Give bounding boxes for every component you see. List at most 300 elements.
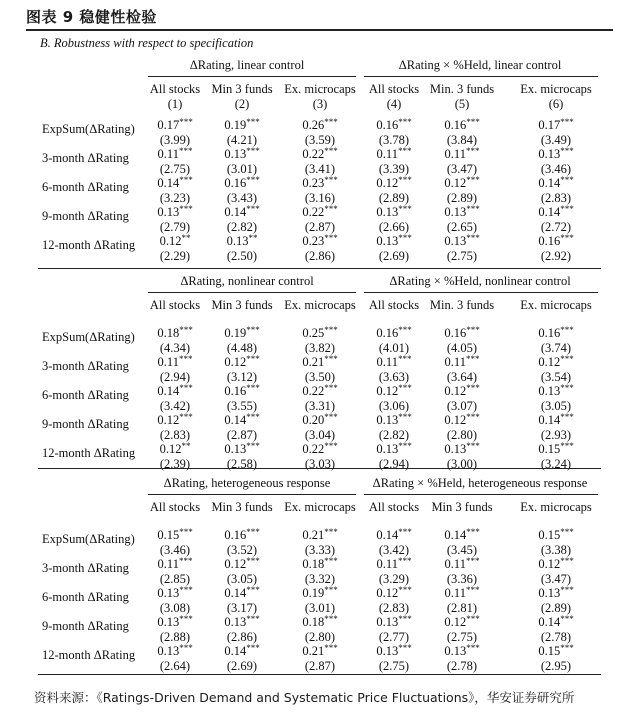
coefficient	[280, 384, 360, 399]
table-cell	[422, 326, 502, 356]
coefficient-value: 0.15	[538, 644, 561, 658]
table-cell	[422, 205, 502, 235]
significance-stars: ***	[324, 383, 338, 393]
t-statistic: (3.63)	[378, 370, 410, 384]
t-statistic: (3.52)	[226, 543, 258, 557]
significance-stars: ***	[324, 556, 338, 566]
significance-stars: ***	[465, 556, 480, 566]
left-group-header: ΔRating, linear control	[189, 58, 305, 72]
coefficient-value: 0.14	[538, 413, 561, 427]
significance-stars: ***	[398, 527, 412, 537]
significance-stars: ***	[246, 146, 260, 156]
t-statistic: (2.89)	[446, 191, 478, 205]
coefficient-value: 0.13	[376, 442, 399, 456]
table-cell	[516, 586, 596, 616]
coefficient	[516, 528, 596, 543]
column-name: Ex. microcaps	[284, 500, 356, 514]
table-cell	[280, 355, 360, 385]
t-statistic: (2.82)	[226, 220, 258, 234]
column-name: Ex. microcaps	[520, 500, 592, 514]
t-statistic: (3.54)	[540, 370, 572, 384]
table-cell	[202, 176, 282, 206]
coefficient-value: 0.11	[444, 147, 466, 161]
coefficient	[202, 442, 282, 457]
table-cell	[516, 557, 596, 587]
table-cell	[280, 234, 360, 264]
row-label: 9-month ΔRating	[42, 209, 129, 223]
t-statistic: (3.41)	[304, 162, 336, 176]
t-statistic: (4.05)	[446, 341, 478, 355]
significance-stars: ***	[560, 527, 574, 537]
coefficient	[422, 557, 502, 572]
row-label: 12-month ΔRating	[42, 446, 136, 460]
significance-stars: ***	[246, 412, 260, 422]
table-cell	[280, 615, 360, 645]
column-name: Min 3 funds	[211, 82, 273, 96]
t-statistic: (2.83)	[378, 601, 410, 615]
row-label: 3-month ΔRating	[42, 561, 129, 575]
table-cell	[422, 147, 502, 177]
significance-stars: ***	[324, 441, 338, 451]
significance-stars: ***	[560, 556, 574, 566]
coefficient-value: 0.17	[157, 118, 180, 132]
coefficient-value: 0.14	[538, 176, 561, 190]
column-name: All stocks	[149, 82, 201, 96]
t-statistic: (2.93)	[540, 428, 572, 442]
t-statistic: (2.78)	[540, 630, 572, 644]
t-statistic: (2.72)	[540, 220, 572, 234]
coefficient-value: 0.12	[538, 557, 561, 571]
column-number: (2)	[234, 97, 250, 111]
row-label: 3-month ΔRating	[42, 359, 129, 373]
t-statistic: (2.83)	[159, 428, 191, 442]
table-cell	[280, 413, 360, 443]
table-cell	[280, 118, 360, 148]
coefficient-value: 0.22	[302, 384, 325, 398]
significance-stars: ***	[179, 614, 193, 624]
coefficient-value: 0.11	[376, 147, 398, 161]
significance-stars: ***	[560, 643, 574, 653]
coefficient-value: 0.14	[157, 176, 180, 190]
table-cell	[516, 528, 596, 558]
right-group-rule	[364, 292, 598, 293]
t-statistic: (2.69)	[226, 659, 258, 673]
coefficient-value: 0.22	[302, 205, 325, 219]
significance-stars: ***	[466, 441, 480, 451]
significance-stars: ***	[324, 325, 338, 335]
coefficient-value: 0.22	[302, 147, 325, 161]
coefficient-value: 0.16	[538, 326, 561, 340]
right-group-header: ΔRating × %Held, linear control	[398, 58, 562, 72]
table-cell	[202, 586, 282, 616]
t-statistic: (3.04)	[304, 428, 336, 442]
significance-stars: ***	[179, 643, 193, 653]
coefficient	[202, 326, 282, 341]
significance-stars: ***	[397, 146, 412, 156]
t-statistic: (3.24)	[540, 457, 572, 471]
table-cell	[516, 384, 596, 414]
t-statistic: (2.69)	[378, 249, 410, 263]
t-statistic: (3.59)	[304, 133, 336, 147]
panel-2	[38, 270, 601, 480]
t-statistic: (2.86)	[304, 249, 336, 263]
row-label: ExpSum(ΔRating)	[42, 122, 135, 136]
column-header	[417, 82, 507, 112]
coefficient-value: 0.13	[376, 413, 399, 427]
significance-stars: ***	[398, 383, 412, 393]
coefficient-value: 0.17	[538, 118, 561, 132]
t-statistic: (4.34)	[159, 341, 191, 355]
significance-stars: ***	[246, 527, 260, 537]
coefficient	[202, 586, 282, 601]
table-cell	[280, 586, 360, 616]
significance-stars: ***	[179, 175, 193, 185]
table-cell	[280, 205, 360, 235]
coefficient	[202, 557, 282, 572]
row-label: ExpSum(ΔRating)	[42, 532, 135, 546]
coefficient-value: 0.14	[224, 644, 247, 658]
significance-stars: ***	[324, 117, 338, 127]
column-header	[197, 82, 287, 112]
t-statistic: (2.75)	[159, 162, 191, 176]
table-cell	[422, 615, 502, 645]
coefficient-value: 0.11	[157, 147, 179, 161]
coefficient-value: 0.11	[157, 355, 179, 369]
column-name: Min. 3 funds	[429, 82, 495, 96]
coefficient-value: 0.21	[302, 644, 325, 658]
significance-stars: ***	[465, 585, 480, 595]
coefficient	[422, 147, 502, 162]
coefficient-value: 0.13	[224, 615, 247, 629]
significance-stars: ***	[398, 643, 412, 653]
significance-stars: ***	[397, 354, 412, 364]
column-number: (1)	[167, 97, 183, 111]
t-statistic: (2.87)	[226, 428, 258, 442]
t-statistic: (2.58)	[226, 457, 258, 471]
t-statistic: (3.49)	[540, 133, 572, 147]
t-statistic: (3.47)	[446, 162, 478, 176]
column-header	[511, 500, 601, 515]
column-name: Ex. microcaps	[284, 298, 356, 312]
coefficient	[422, 528, 502, 543]
coefficient-value: 0.13	[157, 205, 180, 219]
significance-stars: **	[181, 233, 191, 243]
row-label: 6-month ΔRating	[42, 590, 129, 604]
significance-stars: ***	[398, 117, 412, 127]
t-statistic: (3.08)	[159, 601, 191, 615]
coefficient	[516, 557, 596, 572]
significance-stars: ***	[179, 383, 193, 393]
t-statistic: (2.39)	[159, 457, 191, 471]
coefficient-value: 0.12	[376, 176, 399, 190]
t-statistic: (3.03)	[304, 457, 336, 471]
t-statistic: (2.65)	[446, 220, 478, 234]
table-cell	[202, 326, 282, 356]
significance-stars: ***	[560, 585, 574, 595]
t-statistic: (2.86)	[226, 630, 258, 644]
coefficient-value: 0.16	[538, 234, 561, 248]
significance-stars: ***	[560, 383, 574, 393]
coefficient-value: 0.16	[224, 384, 247, 398]
significance-stars: ***	[398, 175, 412, 185]
column-number: (5)	[454, 97, 470, 111]
coefficient-value: 0.16	[376, 118, 399, 132]
column-number: (4)	[386, 97, 402, 111]
t-statistic: (2.85)	[159, 572, 191, 586]
coefficient	[202, 176, 282, 191]
source-note: 资料来源：《Ratings-Driven Demand and Systematic Price Fluctuations》，华安证券研究所	[34, 690, 575, 705]
significance-stars: ***	[178, 146, 193, 156]
t-statistic: (3.50)	[304, 370, 336, 384]
table-cell	[516, 413, 596, 443]
coefficient-value: 0.13	[224, 442, 247, 456]
t-statistic: (2.80)	[446, 428, 478, 442]
coefficient-value: 0.19	[302, 586, 325, 600]
significance-stars: ***	[398, 412, 412, 422]
significance-stars: ***	[179, 527, 193, 537]
coefficient-value: 0.19	[224, 118, 247, 132]
right-group-rule	[364, 76, 598, 77]
column-header	[511, 298, 601, 313]
column-name: All stocks	[368, 82, 420, 96]
significance-stars: ***	[324, 354, 338, 364]
coefficient-value: 0.23	[302, 176, 325, 190]
table-cell	[202, 384, 282, 414]
coefficient	[516, 118, 596, 133]
t-statistic: (2.82)	[378, 428, 410, 442]
coefficient-value: 0.13	[538, 586, 561, 600]
table-cell	[422, 355, 502, 385]
coefficient	[202, 355, 282, 370]
left-group-header: ΔRating, nonlinear control	[180, 274, 314, 288]
t-statistic: (2.75)	[446, 630, 478, 644]
coefficient-value: 0.13	[444, 234, 467, 248]
significance-stars: ***	[246, 175, 260, 185]
coefficient	[422, 205, 502, 220]
coefficient-value: 0.12	[376, 586, 399, 600]
column-name: Ex. microcaps	[520, 298, 592, 312]
coefficient-value: 0.14	[224, 205, 247, 219]
table-cell	[422, 644, 502, 674]
significance-stars: ***	[466, 233, 480, 243]
panel-separator	[38, 468, 601, 469]
panel-separator	[38, 268, 601, 269]
significance-stars: ***	[398, 233, 412, 243]
coefficient	[202, 528, 282, 543]
coefficient	[516, 586, 596, 601]
t-statistic: (3.46)	[540, 162, 572, 176]
right-group-header: ΔRating × %Held, heterogeneous response	[372, 476, 588, 490]
panel-1	[38, 54, 601, 264]
significance-stars: ***	[466, 204, 480, 214]
coefficient	[280, 413, 360, 428]
significance-stars: ***	[466, 614, 480, 624]
row-label: 12-month ΔRating	[42, 648, 136, 662]
significance-stars: ***	[397, 556, 412, 566]
left-group-rule	[148, 76, 356, 77]
t-statistic: (3.45)	[446, 543, 478, 557]
column-name: Min 3 funds	[211, 500, 273, 514]
significance-stars: ***	[179, 204, 193, 214]
coefficient-value: 0.12	[444, 413, 467, 427]
coefficient-value: 0.12	[224, 557, 247, 571]
coefficient	[280, 205, 360, 220]
t-statistic: (3.42)	[378, 543, 410, 557]
coefficient-value: 0.18	[302, 557, 325, 571]
coefficient-value: 0.26	[302, 118, 325, 132]
table-cell	[422, 234, 502, 264]
coefficient-value: 0.14	[224, 586, 247, 600]
table-cell	[422, 118, 502, 148]
significance-stars: ***	[560, 354, 574, 364]
coefficient-value: 0.14	[224, 413, 247, 427]
coefficient	[516, 413, 596, 428]
significance-stars: **	[181, 441, 191, 451]
coefficient	[280, 355, 360, 370]
significance-stars: ***	[560, 614, 574, 624]
coefficient	[422, 615, 502, 630]
significance-stars: ***	[179, 412, 193, 422]
coefficient-value: 0.16	[224, 176, 247, 190]
coefficient-value: 0.11	[157, 557, 179, 571]
coefficient	[422, 355, 502, 370]
table-cell	[516, 234, 596, 264]
coefficient	[516, 205, 596, 220]
significance-stars: ***	[179, 325, 193, 335]
significance-stars: ***	[179, 585, 193, 595]
coefficient-value: 0.15	[157, 528, 180, 542]
table-cell	[280, 384, 360, 414]
coefficient	[422, 413, 502, 428]
significance-stars: ***	[246, 204, 260, 214]
coefficient	[280, 147, 360, 162]
column-name: All stocks	[368, 500, 420, 514]
coefficient-value: 0.13	[376, 615, 399, 629]
significance-stars: ***	[246, 614, 260, 624]
coefficient-value: 0.13	[538, 147, 561, 161]
table-cell	[422, 586, 502, 616]
significance-stars: **	[248, 233, 258, 243]
row-label: 9-month ΔRating	[42, 417, 129, 431]
coefficient-value: 0.14	[538, 205, 561, 219]
coefficient-value: 0.12	[159, 442, 182, 456]
column-name: Min. 3 funds	[429, 298, 495, 312]
coefficient-value: 0.13	[157, 615, 180, 629]
coefficient	[280, 118, 360, 133]
right-group-header: ΔRating × %Held, nonlinear control	[389, 274, 571, 288]
coefficient	[280, 615, 360, 630]
table-cell	[202, 118, 282, 148]
column-number: (3)	[312, 97, 328, 111]
coefficient-value: 0.13	[226, 234, 249, 248]
significance-stars: ***	[560, 233, 574, 243]
significance-stars: ***	[466, 643, 480, 653]
table-cell	[280, 176, 360, 206]
significance-stars: ***	[246, 556, 260, 566]
t-statistic: (2.89)	[378, 191, 410, 205]
significance-stars: ***	[560, 175, 574, 185]
coefficient-value: 0.15	[538, 528, 561, 542]
t-statistic: (3.64)	[446, 370, 478, 384]
t-statistic: (2.81)	[446, 601, 478, 615]
significance-stars: ***	[560, 412, 574, 422]
left-group-header: ΔRating, heterogeneous response	[163, 476, 331, 490]
t-statistic: (3.31)	[304, 399, 336, 413]
coefficient-value: 0.13	[376, 644, 399, 658]
column-header	[197, 298, 287, 313]
table-cell	[516, 205, 596, 235]
coefficient-value: 0.25	[302, 326, 325, 340]
coefficient-value: 0.14	[444, 528, 467, 542]
column-header	[417, 298, 507, 313]
t-statistic: (2.89)	[540, 601, 572, 615]
bottom-rule	[38, 674, 601, 675]
t-statistic: (3.01)	[304, 601, 336, 615]
coefficient-value: 0.13	[157, 586, 180, 600]
column-name: All stocks	[149, 298, 201, 312]
table-cell	[202, 413, 282, 443]
coefficient	[280, 326, 360, 341]
significance-stars: ***	[246, 643, 260, 653]
coefficient	[516, 147, 596, 162]
table-cell	[516, 615, 596, 645]
t-statistic: (3.05)	[226, 572, 258, 586]
significance-stars: ***	[466, 412, 480, 422]
t-statistic: (3.32)	[304, 572, 336, 586]
significance-stars: ***	[465, 146, 480, 156]
coefficient-value: 0.11	[376, 557, 398, 571]
figure-title: 图表 9 稳健性检验	[26, 8, 157, 26]
significance-stars: ***	[560, 117, 574, 127]
significance-stars: ***	[178, 556, 193, 566]
row-label: ExpSum(ΔRating)	[42, 330, 135, 344]
table-cell	[202, 234, 282, 264]
table-cell	[202, 644, 282, 674]
coefficient	[202, 615, 282, 630]
significance-stars: ***	[246, 325, 260, 335]
table-cell	[202, 557, 282, 587]
t-statistic: (2.66)	[378, 220, 410, 234]
t-statistic: (3.12)	[226, 370, 258, 384]
coefficient	[422, 118, 502, 133]
coefficient-value: 0.15	[538, 442, 561, 456]
coefficient	[516, 176, 596, 191]
significance-stars: ***	[178, 354, 193, 364]
table-cell	[516, 118, 596, 148]
t-statistic: (3.42)	[159, 399, 191, 413]
coefficient	[422, 644, 502, 659]
coefficient-value: 0.14	[376, 528, 399, 542]
column-name: Ex. microcaps	[520, 82, 592, 96]
left-group-rule	[148, 292, 356, 293]
significance-stars: ***	[246, 585, 260, 595]
coefficient	[202, 147, 282, 162]
coefficient-value: 0.12	[444, 176, 467, 190]
t-statistic: (2.79)	[159, 220, 191, 234]
coefficient-value: 0.12	[444, 615, 467, 629]
coefficient	[202, 205, 282, 220]
t-statistic: (2.83)	[540, 191, 572, 205]
column-name: Ex. microcaps	[284, 82, 356, 96]
t-statistic: (3.46)	[159, 543, 191, 557]
t-statistic: (2.95)	[540, 659, 572, 673]
coefficient-value: 0.12	[376, 384, 399, 398]
coefficient	[280, 234, 360, 249]
left-group-rule	[148, 494, 356, 495]
column-header	[511, 82, 601, 112]
table-cell	[202, 615, 282, 645]
significance-stars: ***	[465, 354, 480, 364]
